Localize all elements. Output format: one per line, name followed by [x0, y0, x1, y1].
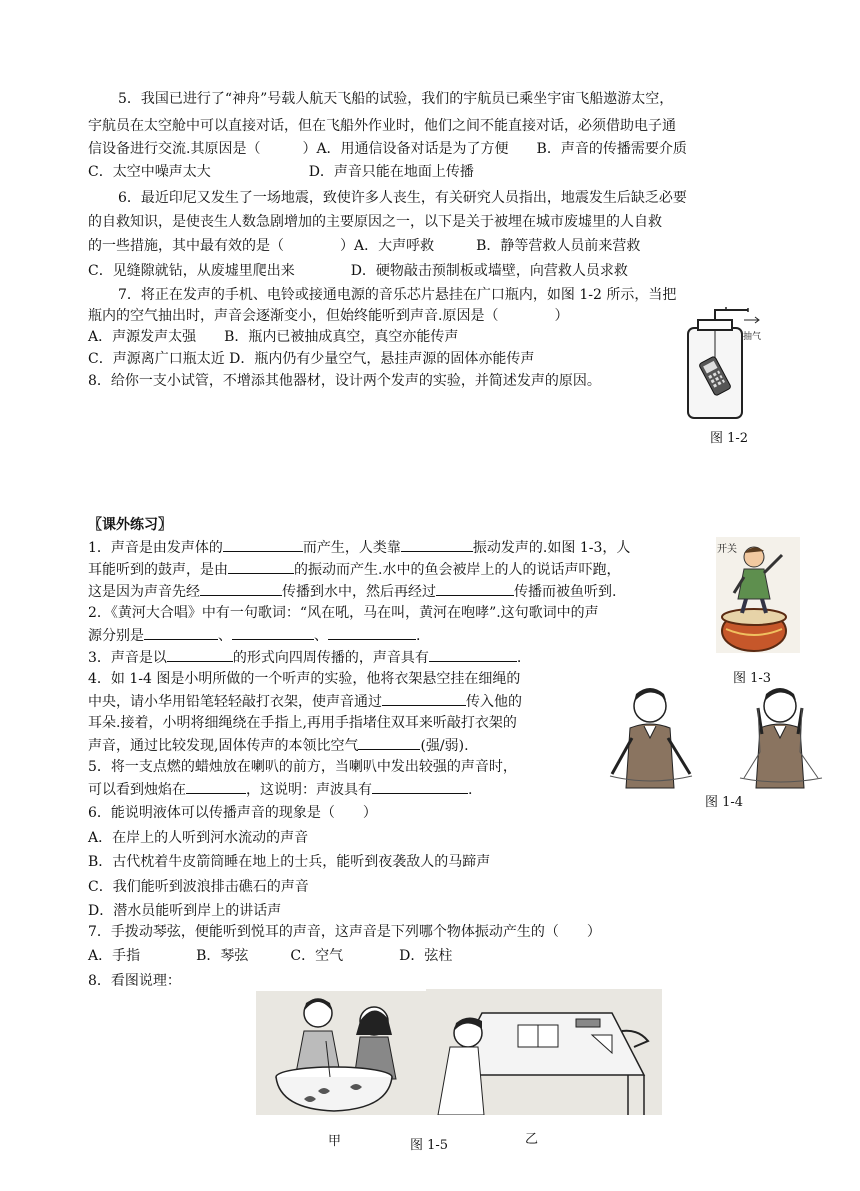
ex1-text-f: 这是因为声音先经	[88, 584, 200, 600]
ex2-blank-1[interactable]	[144, 625, 218, 640]
ex1-line-1	[88, 537, 630, 558]
ex8-line: 8．看图说理：	[88, 973, 181, 989]
ex1-blank-2[interactable]	[401, 537, 473, 552]
q5-line-2: 宇航员在太空舱中可以直接对话，但在飞船外作业时，他们之间不能直接对话，必须借助电子通	[88, 118, 676, 134]
ex6-option-c: C．我们能听到波浪排击礁石的声音	[88, 879, 309, 895]
ex1-blank-3[interactable]	[228, 559, 294, 574]
ex6-option-a: A．在岸上的人听到河水流动的声音	[88, 830, 309, 846]
ex4-text-b: 中央，请小华用铅笔轻轻敲打衣架，使声音通过	[88, 694, 382, 710]
listening-experiment-figure	[604, 682, 830, 790]
ex1-line-3	[88, 581, 616, 602]
ex2-blank-2[interactable]	[232, 625, 314, 640]
ex2-end: .	[416, 628, 421, 644]
ex7-options: A．手指 B．琴弦 C．空气 D．弦柱	[88, 948, 453, 964]
ex2-sep-2: 、	[314, 628, 328, 644]
ex6-option-b: B．古代枕着牛皮箭筒睡在地上的士兵，能听到夜袭敌人的马蹄声	[88, 854, 491, 870]
ex3-blank-1[interactable]	[167, 647, 233, 662]
q6-line-3: 的一些措施，其中最有效的是（ ）A．大声呼救 B．静等营救人员前来营救	[88, 238, 641, 254]
ex3-line	[88, 647, 521, 668]
q7-line-2: 瓶内的空气抽出时，声音会逐渐变小，但始终能听到声音.原因是（ ）	[88, 308, 569, 324]
q5-line-3: 信设备进行交流.其原因是（ ）A．用通信设备对话是为了方便 B．声音的传播需要介质	[88, 141, 687, 157]
ex5-line-1: 5．将一支点燃的蜡烛放在喇叭的前方，当喇叭中发出较强的声音时，	[88, 759, 517, 775]
fig13-caption: 图 1-3	[733, 671, 772, 686]
ex4-line-2	[88, 691, 522, 712]
fig15-left-figure	[256, 991, 426, 1115]
ex5-blank-2[interactable]	[372, 779, 468, 794]
q5-line-1: 5．我国已进行了“神舟”号载人航天飞船的试验，我们的宇航员已乘坐宇宙飞船遨游太空，	[118, 91, 674, 107]
ex4-blank-2[interactable]	[358, 735, 420, 750]
fig15-right-label: 乙	[525, 1132, 539, 1147]
fig14-caption: 图 1-4	[705, 795, 744, 810]
ex6-question: 6．能说明液体可以传播声音的现象是（ ）	[88, 805, 377, 821]
fig15-right-illustration	[426, 989, 662, 1115]
ex7-question: 7．手拨动琴弦，便能听到悦耳的声音，这声音是下列哪个物体振动产生的（ ）	[88, 924, 601, 940]
q6-line-2: 的自救知识，是使丧生人数急剧增加的主要原因之一，以下是关于被埋在城市废墟里的人自救	[88, 214, 662, 230]
fig13-switch-label: 开关	[717, 544, 737, 555]
ex2-line-2	[88, 625, 420, 646]
ex2-line-1: 2．《黄河大合唱》中有一句歌词：“风在吼，马在叫，黄河在咆哮”.这句歌词中的声	[88, 605, 599, 621]
ex5-end: .	[468, 782, 473, 798]
ex2-text-b: 源分别是	[88, 628, 144, 644]
ex1-text-e: 的振动而产生.水中的鱼会被岸上的人的说话声吓跑，	[294, 562, 621, 578]
ex2-blank-3[interactable]	[328, 625, 416, 640]
fig15-caption: 图 1-5	[410, 1138, 449, 1153]
fig15-left-illustration	[256, 991, 426, 1115]
q7-option-cd: C．声源离广口瓶太近 D．瓶内仍有少量空气，悬挂声源的固体亦能传声	[88, 351, 535, 367]
ex5-line-2	[88, 779, 472, 800]
fig12-caption: 图 1-2	[710, 431, 749, 446]
ex4-text-c: 传入他的	[466, 694, 522, 710]
ex4-line-1: 4．如 1-4 图是小明所做的一个听声的实验，他将衣架悬空挂在细绳的	[88, 671, 521, 687]
q7-line-1: 7．将正在发声的手机、电铃或接通电源的音乐芯片悬挂在广口瓶内，如图 1-2 所示，当把	[118, 287, 677, 303]
ex1-text-a: 1．声音是由发声体的	[88, 540, 223, 556]
ex5-text-c: ，这说明：声波具有	[246, 782, 372, 798]
fig12-pump-label: 抽气	[743, 332, 762, 342]
q7-option-ab: A．声源发声太强 B．瓶内已被抽成真空，真空亦能传声	[88, 329, 459, 345]
ex3-end: .	[516, 650, 522, 666]
ex1-blank-1[interactable]	[223, 537, 303, 552]
q5-line-4: C．太空中噪声太大 D．声音只能在地面上传播	[88, 164, 474, 180]
ex1-blank-4[interactable]	[200, 581, 282, 596]
q6-line-4: C．见缝隙就钻，从废墟里爬出来 D．硬物敲击预制板或墙壁，向营救人员求救	[88, 263, 628, 279]
ex1-line-2	[88, 559, 620, 580]
ex4-line-4	[88, 735, 469, 756]
ex5-text-b: 可以看到烛焰在	[88, 782, 186, 798]
bell-jar-figure	[686, 306, 766, 420]
ex4-text-e: 声音，通过比较发现,固体传声的本领比空气	[88, 738, 359, 754]
fig15-right-figure	[426, 989, 662, 1115]
q6-line-1: 6．最近印尼又发生了一场地震，致使许多人丧生，有关研究人员指出，地震发生后缺乏必要	[118, 190, 687, 206]
q8-line: 8．给你一支小试管，不增添其他器材，设计两个发声的实验，并简述发声的原因。	[88, 373, 601, 389]
ex2-sep-1: 、	[218, 628, 232, 644]
ex4-text-f: (强/弱).	[420, 738, 469, 754]
ex4-blank-1[interactable]	[382, 691, 466, 706]
ex1-text-b: 而产生，人类靠	[302, 540, 401, 556]
ex1-text-d: 耳能听到的鼓声，是由	[88, 562, 228, 578]
ex1-text-h: 传播而被鱼听到.	[514, 584, 617, 600]
exercise-heading: 〖课外练习〗	[88, 517, 172, 533]
ex3-blank-2[interactable]	[429, 647, 517, 662]
fig15-left-label: 甲	[328, 1134, 342, 1149]
ex1-text-g: 传播到水中，然后再经过	[282, 584, 436, 600]
ex3-text-a: 3．声音是以	[88, 650, 167, 666]
ex4-line-3: 耳朵.接着，小明将细绳绕在手指上,再用手指堵住双耳来听敲打衣架的	[88, 715, 517, 731]
ex5-blank-1[interactable]	[186, 779, 246, 794]
ex6-option-d: D．潜水员能听到岸上的讲话声	[88, 903, 282, 919]
ex1-text-c: 振动发声的.如图 1-3，人	[472, 540, 631, 556]
ex3-text-b: 的形式向四周传播的，声音具有	[232, 650, 429, 666]
ex1-blank-5[interactable]	[436, 581, 514, 596]
